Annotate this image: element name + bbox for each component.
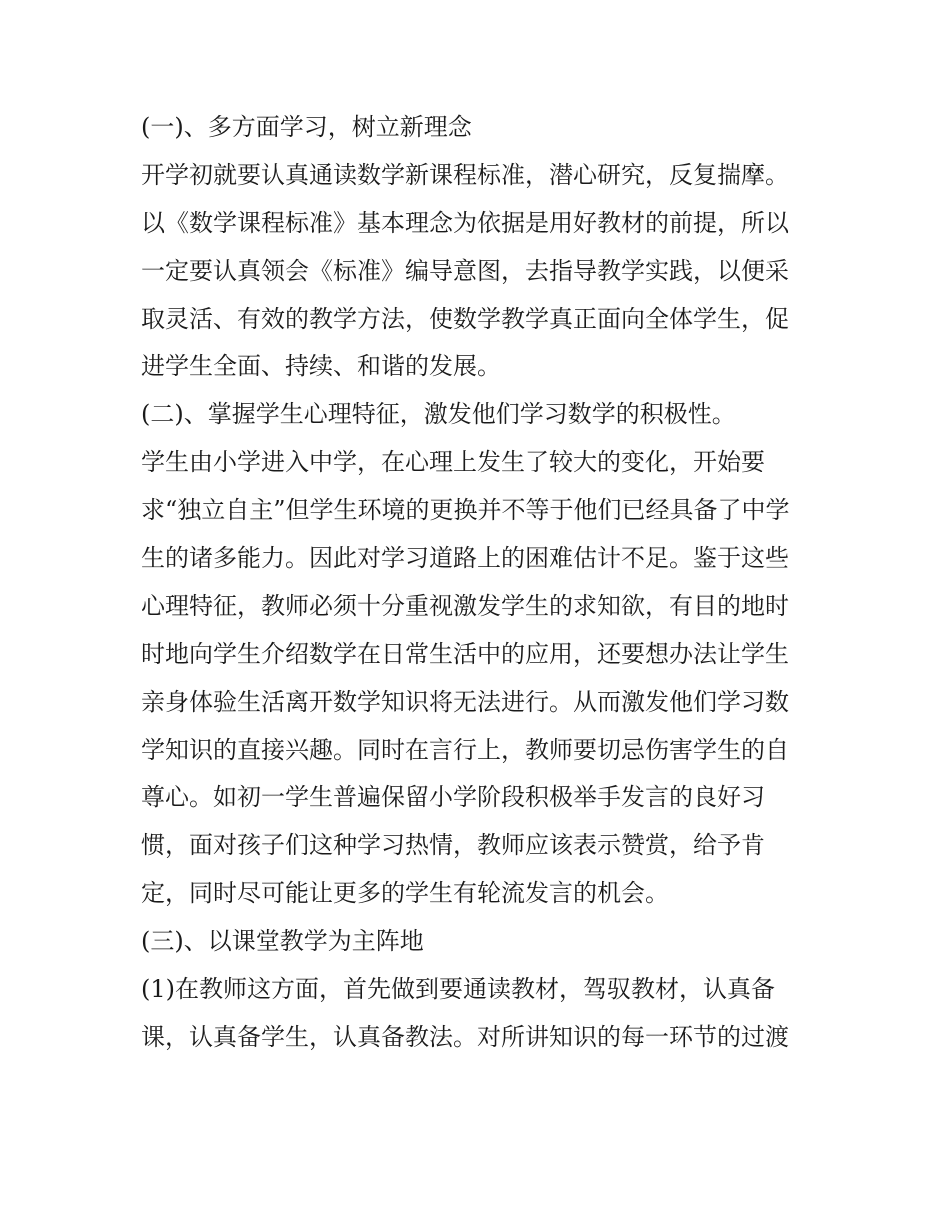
paragraph-line: 取灵活、有效的教学方法，使数学教学真正面向全体学生，促 — [141, 304, 789, 333]
paragraph-line: 惯，面对孩子们这种学习热情，教师应该表示赞赏，给予肯 — [141, 831, 765, 860]
section-heading-1: (一)、多方面学习，树立新理念 — [141, 113, 472, 141]
paragraph-line: 一定要认真领会《标准》编导意图，去指导教学实践，以便采 — [141, 256, 789, 285]
paragraph-line: 课，认真备学生，认真备教法。对所讲知识的每一环节的过渡 — [141, 1022, 789, 1051]
paragraph-line: 进学生全面、持续、和谐的发展。 — [141, 352, 501, 381]
paragraph-line: 求“独立自主”但学生环境的更换并不等于他们已经具备了中学 — [141, 496, 790, 525]
paragraph-line: (1)在教师这方面，首先做到要通读教材，驾驭教材，认真备 — [141, 975, 775, 1004]
paragraph-line: 定，同时尽可能让更多的学生有轮流发言的机会。 — [141, 879, 669, 908]
paragraph-line: 开学初就要认真通读数学新课程标准，潜心研究，反复揣摩。 — [141, 160, 789, 189]
paragraph-line: 心理特征，教师必须十分重视激发学生的求知欲，有目的地时 — [141, 591, 789, 620]
paragraph-line: 生的诸多能力。因此对学习道路上的困难估计不足。鉴于这些 — [141, 544, 789, 573]
paragraph-line: 尊心。如初一学生普遍保留小学阶段积极举手发言的良好习 — [141, 783, 765, 812]
paragraph-line: 学生由小学进入中学，在心理上发生了较大的变化，开始要 — [141, 448, 765, 477]
section-heading-2: (二)、掌握学生心理特征，激发他们学习数学的积极性。 — [141, 400, 736, 429]
document-body — [141, 104, 821, 1062]
paragraph-line: 时地向学生介绍数学在日常生活中的应用，还要想办法让学生 — [141, 639, 789, 668]
paragraph-line: 以《数学课程标准》基本理念为依据是用好教材的前提，所以 — [141, 208, 789, 237]
paragraph-line: 学知识的直接兴趣。同时在言行上，教师要切忌伤害学生的自 — [141, 735, 789, 764]
paragraph-line: 亲身体验生活离开数学知识将无法进行。从而激发他们学习数 — [141, 687, 789, 716]
section-heading-3: (三)、以课堂教学为主阵地 — [141, 927, 424, 956]
